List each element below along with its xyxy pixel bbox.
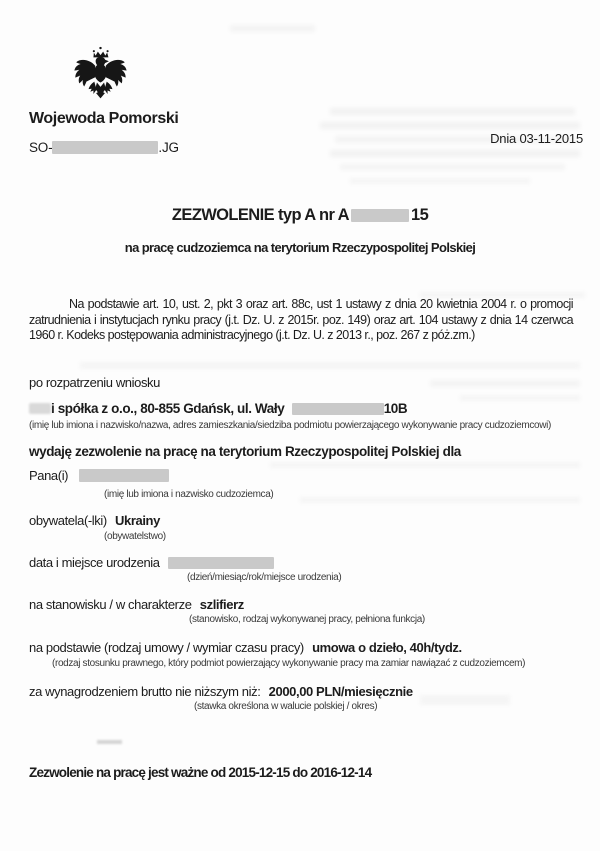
employer-caption: (imię lub imiona i nazwisko/nazwa, adres zamieszkania/siedziba podmiotu powierzającego wykonywanie pracy cudzoziemcowi) (29, 420, 551, 431)
bleedthrough-artifact (330, 108, 575, 115)
after-review-line: po rozpatrzeniu wniosku (29, 375, 160, 390)
salary-value: 2000,00 PLN/miesięcznie (268, 684, 413, 699)
position-caption: (stanowisko, rodzaj wykonywanej pracy, pełniona funkcja) (189, 614, 425, 625)
position-row (29, 597, 244, 612)
contract-caption: (rodzaj stosunku prawnego, który podmiot powierzający wykonywanie pracy ma zamiar nawiązać z cudzoziemcem) (52, 658, 526, 669)
bleedthrough-artifact (300, 497, 580, 503)
scan-smudge (97, 740, 122, 744)
person-caption: (imię lub imiona i nazwisko cudzoziemca) (104, 489, 274, 500)
document-subtitle: na pracę cudzoziemca na terytorium Rzeczypospolitej Polskiej (124, 240, 476, 255)
person-row (29, 468, 169, 483)
redacted-person-name (79, 469, 169, 482)
contract-label: na podstawie (rodzaj umowy / wymiar czasu pracy) (29, 640, 304, 655)
bleedthrough-artifact (330, 150, 580, 157)
bleedthrough-artifact (340, 164, 565, 170)
eagle-icon (74, 44, 127, 106)
position-value: szlifierz (199, 597, 244, 612)
bleedthrough-artifact (320, 122, 580, 129)
salary-caption: (stawka określona w walucie polskiej / okres) (194, 701, 378, 712)
case-number-line (29, 140, 179, 155)
document-date: Dnia 03-11-2015 (490, 131, 583, 146)
title-text-after: 15 (411, 206, 429, 224)
grant-statement: wydaję zezwolenie na pracę na terytorium Rzeczypospolitej Polskiej dla (29, 444, 461, 459)
redacted-employer-address (292, 403, 384, 415)
polish-eagle-emblem (74, 44, 127, 111)
bleedthrough-artifact (460, 395, 580, 401)
contract-row (29, 640, 462, 655)
bleedthrough-artifact (420, 695, 510, 705)
legal-basis-paragraph: Na podstawie art. 10, ust. 2, pkt 3 oraz art. 88c, ust 1 ustawy z dnia 20 kwietnia 2004 r. o promocji zatrudnienia i instytucjach rynku pracy (j.t. Dz. U. z 2015r. poz. 149) oraz art. 104 ustawy z dnia 14 czerwca 1960 r. Kodeks postępowania administracyjnego (j.t. Dz. U. z 2013 r., poz. 267 z póż.zm.) (29, 297, 573, 343)
person-label: Pana(i) (29, 468, 69, 483)
redacted-case-number (52, 141, 158, 154)
case-number-suffix: .JG (158, 140, 179, 155)
contract-value: umowa o dzieło, 40h/tydz. (312, 640, 462, 655)
issuer-name: Wojewoda Pomorski (29, 110, 179, 127)
employer-street-number: 10B (383, 401, 408, 416)
birth-caption: (dzień/miesiąc/rok/miejsce urodzenia) (187, 572, 342, 583)
validity-statement: Zezwolenie na pracę jest ważne od 2015-12-15 do 2016-12-14 (29, 765, 372, 780)
position-label: na stanowisku / w charakterze (29, 597, 192, 612)
redacted-permit-number (351, 209, 409, 222)
bleedthrough-artifact (270, 462, 580, 468)
redacted-birth-data (168, 557, 274, 569)
title-text-before: ZEZWOLENIE typ A nr A (171, 206, 349, 224)
birth-label: data i miejsce urodzenia (29, 555, 160, 570)
citizenship-label: obywatela(-lki) (29, 513, 107, 528)
employer-line (29, 401, 407, 416)
citizenship-value: Ukrainy (115, 513, 160, 528)
employer-name: i spółka z o.o., 80-855 Gdańsk, ul. Wały (51, 401, 285, 416)
bleedthrough-artifact (80, 362, 580, 369)
document-title (0, 206, 600, 225)
citizenship-caption: (obywatelstwo) (104, 531, 166, 542)
redacted-employer-prefix (29, 403, 51, 414)
bleedthrough-artifact (350, 178, 530, 184)
salary-label: za wynagrodzeniem brutto nie niższym niż: (29, 684, 261, 699)
citizenship-row (29, 513, 160, 528)
salary-row (29, 684, 413, 699)
bleedthrough-artifact (230, 25, 315, 32)
case-number-prefix: SO- (29, 140, 53, 155)
bleedthrough-artifact (430, 380, 580, 387)
birth-row (29, 555, 274, 570)
